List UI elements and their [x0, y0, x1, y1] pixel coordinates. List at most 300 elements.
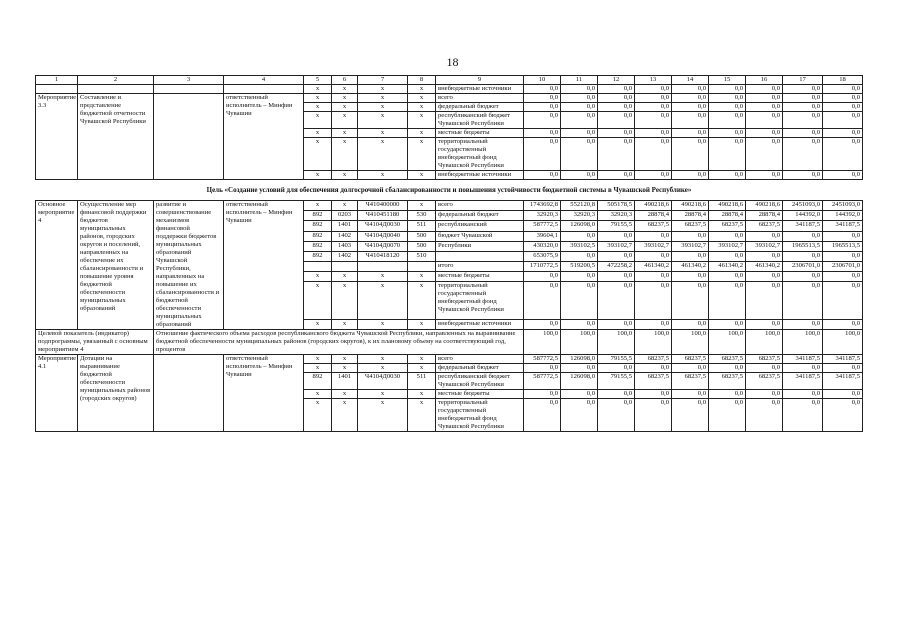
code-cell: x [358, 138, 408, 171]
value-cell: 0,0 [709, 85, 746, 94]
value-cell: 0,0 [709, 112, 746, 129]
value-cell: 0,0 [746, 390, 783, 399]
code-cell: Ч4104Д0040 [358, 231, 408, 241]
value-cell: 490218,6 [709, 201, 746, 211]
code-cell: Ч4104Д0030 [358, 221, 408, 231]
value-cell: 0,0 [823, 112, 863, 129]
code-cell: 892 [304, 251, 332, 261]
value-cell: 0,0 [598, 272, 635, 282]
source-cell [436, 251, 524, 261]
value-cell: 393102,7 [709, 241, 746, 251]
value-cell: 0,0 [635, 319, 672, 329]
code-cell: x [332, 103, 358, 112]
source-cell: Республики [436, 241, 524, 251]
value-cell: 28878,4 [746, 211, 783, 221]
value-cell: 2451093,0 [783, 201, 823, 211]
code-cell: x [304, 171, 332, 180]
value-cell: 100,0 [524, 330, 561, 355]
value-cell: 1965513,5 [783, 241, 823, 251]
goal-text: Цель «Создание условий для обеспечения долгосрочной сбалансированности и повышения устойчивости бюджетной системы в Чувашской Республике» [36, 180, 863, 201]
value-cell: 0,0 [746, 231, 783, 241]
page-number: 18 [446, 55, 459, 69]
value-cell: 0,0 [709, 94, 746, 103]
code-cell: x [358, 85, 408, 94]
column-number: 1 [36, 76, 78, 85]
value-cell: 0,0 [598, 251, 635, 261]
value-cell: 0,0 [635, 85, 672, 94]
value-cell: 0,0 [709, 251, 746, 261]
value-cell: 0,0 [746, 112, 783, 129]
code-cell: 1402 [332, 231, 358, 241]
code-cell: x [358, 390, 408, 399]
source-cell: всего [436, 94, 524, 103]
value-cell: 100,0 [823, 330, 863, 355]
column-number: 12 [598, 76, 635, 85]
code-cell: x [332, 390, 358, 399]
value-cell: 100,0 [672, 330, 709, 355]
value-cell: 0,0 [783, 231, 823, 241]
value-cell: 0,0 [635, 390, 672, 399]
value-cell: 0,0 [524, 282, 561, 319]
value-cell: 587772,5 [524, 355, 561, 364]
code-cell: 1403 [332, 241, 358, 251]
budget-table [35, 75, 863, 432]
code-cell: 1401 [332, 221, 358, 231]
table-row [36, 201, 863, 211]
value-cell: 0,0 [709, 138, 746, 171]
code-cell: x [408, 94, 436, 103]
value-cell: 0,0 [709, 390, 746, 399]
value-cell: 0,0 [598, 399, 635, 432]
value-cell: 0,0 [598, 319, 635, 329]
code-cell: x [408, 171, 436, 180]
empty-cell [154, 85, 224, 94]
value-cell: 461340,2 [709, 262, 746, 272]
code-cell: x [304, 138, 332, 171]
source-cell: федеральный бюджет [436, 103, 524, 112]
source-cell: территориальный государственный внебюджетный фонд Чувашской Республики [436, 282, 524, 319]
header-row [36, 76, 863, 85]
value-cell: 0,0 [672, 319, 709, 329]
source-cell: итого [436, 262, 524, 272]
value-cell: 0,0 [783, 129, 823, 138]
value-cell: 28878,4 [672, 211, 709, 221]
value-cell: 0,0 [672, 364, 709, 373]
value-cell: 0,0 [746, 282, 783, 319]
column-number: 15 [709, 76, 746, 85]
column-number: 18 [823, 76, 863, 85]
source-cell: местные бюджеты [436, 272, 524, 282]
value-cell: 461340,2 [635, 262, 672, 272]
value-cell: 0,0 [783, 138, 823, 171]
source-cell: местные бюджеты [436, 129, 524, 138]
code-cell: Ч4104Д0070 [358, 241, 408, 251]
value-cell: 0,0 [524, 319, 561, 329]
value-cell: 0,0 [561, 85, 598, 94]
code-cell [408, 262, 436, 272]
measure-title: Составление и представление бюджетной отчетности Чувашской Республики [78, 94, 154, 180]
value-cell: 68237,5 [635, 373, 672, 390]
value-cell: 0,0 [746, 85, 783, 94]
source-cell: всего [436, 201, 524, 211]
code-cell: 500 [408, 241, 436, 251]
code-cell: x [408, 112, 436, 129]
value-cell: 100,0 [746, 330, 783, 355]
value-cell: 0,0 [746, 103, 783, 112]
code-cell: Ч410400000 [358, 201, 408, 211]
value-cell: 0,0 [635, 282, 672, 319]
value-cell: 68237,5 [635, 221, 672, 231]
code-cell: 511 [408, 221, 436, 231]
value-cell: 490218,6 [635, 201, 672, 211]
value-cell: 100,0 [783, 330, 823, 355]
value-cell: 0,0 [598, 94, 635, 103]
code-cell: x [358, 94, 408, 103]
source-cell: территориальный государственный внебюджетный фонд Чувашской Республики [436, 399, 524, 432]
value-cell: 0,0 [524, 85, 561, 94]
value-cell: 100,0 [709, 330, 746, 355]
value-cell: 0,0 [672, 138, 709, 171]
value-cell: 0,0 [561, 399, 598, 432]
code-cell: x [408, 364, 436, 373]
value-cell: 0,0 [635, 251, 672, 261]
value-cell: 0,0 [561, 171, 598, 180]
source-cell: бюджет Чувашской [436, 231, 524, 241]
indicator-text: Отношение фактического объема расходов республиканского бюджета Чувашской Республики, направленных на выравнивание бюджетной обеспеченности муниципальных районов (городских округов), к их плановому объему на соответствующий год, процентов [154, 330, 524, 355]
code-cell: x [304, 112, 332, 129]
code-cell: x [408, 138, 436, 171]
value-cell: 28878,4 [709, 211, 746, 221]
value-cell: 0,0 [672, 112, 709, 129]
value-cell: 1965513,5 [823, 241, 863, 251]
value-cell: 0,0 [783, 103, 823, 112]
value-cell: 341187,5 [823, 221, 863, 231]
value-cell: 0,0 [709, 231, 746, 241]
measure-name: Мероприятие 4.1 [36, 355, 78, 432]
code-cell: x [332, 171, 358, 180]
source-cell: республиканский бюджет Чувашской Республики [436, 112, 524, 129]
value-cell: 0,0 [709, 364, 746, 373]
value-cell: 0,0 [598, 85, 635, 94]
source-cell: республиканский бюджет Чувашской Республики [436, 373, 524, 390]
code-cell: x [358, 272, 408, 282]
column-number: 16 [746, 76, 783, 85]
value-cell: 32920,3 [561, 211, 598, 221]
value-cell: 0,0 [823, 94, 863, 103]
value-cell: 0,0 [672, 129, 709, 138]
value-cell: 0,0 [635, 272, 672, 282]
value-cell: 341187,5 [783, 355, 823, 364]
value-cell: 2306701,0 [823, 262, 863, 272]
measure-result [154, 94, 224, 180]
code-cell: x [408, 201, 436, 211]
value-cell: 0,0 [746, 171, 783, 180]
code-cell: 892 [304, 241, 332, 251]
code-cell: x [304, 201, 332, 211]
value-cell: 0,0 [823, 251, 863, 261]
value-cell: 0,0 [524, 171, 561, 180]
value-cell: 2306701,0 [783, 262, 823, 272]
measure-executor: ответственный исполнитель – Минфин Чувашии [224, 355, 304, 432]
value-cell: 79155,5 [598, 373, 635, 390]
code-cell: Ч410418120 [358, 251, 408, 261]
value-cell: 341187,5 [783, 221, 823, 231]
source-cell: федеральный бюджет [436, 211, 524, 221]
code-cell: x [408, 390, 436, 399]
code-cell: x [408, 399, 436, 432]
value-cell: 0,0 [524, 112, 561, 129]
code-cell: x [332, 94, 358, 103]
value-cell: 393102,7 [635, 241, 672, 251]
code-cell: x [408, 272, 436, 282]
column-number: 9 [436, 76, 524, 85]
value-cell: 0,0 [823, 390, 863, 399]
column-number: 14 [672, 76, 709, 85]
code-cell: 0203 [332, 211, 358, 221]
value-cell: 1710772,5 [524, 262, 561, 272]
value-cell: 0,0 [783, 251, 823, 261]
code-cell: x [358, 355, 408, 364]
measure-executor: ответственный исполнитель – Минфин Чувашии [224, 201, 304, 330]
code-cell: x [408, 129, 436, 138]
value-cell: 0,0 [746, 364, 783, 373]
value-cell: 79155,5 [598, 221, 635, 231]
value-cell: 490218,6 [746, 201, 783, 211]
value-cell: 0,0 [598, 171, 635, 180]
code-cell: x [358, 319, 408, 329]
goal-row [36, 180, 863, 201]
value-cell: 126098,0 [561, 373, 598, 390]
value-cell: 0,0 [598, 364, 635, 373]
value-cell: 0,0 [561, 231, 598, 241]
code-cell: x [304, 390, 332, 399]
value-cell: 0,0 [823, 272, 863, 282]
column-number: 2 [78, 76, 154, 85]
code-cell: x [332, 319, 358, 329]
value-cell: 68237,5 [709, 355, 746, 364]
value-cell: 0,0 [635, 364, 672, 373]
code-cell: x [358, 103, 408, 112]
value-cell: 430320,0 [524, 241, 561, 251]
code-cell: x [408, 319, 436, 329]
value-cell: 0,0 [823, 129, 863, 138]
value-cell: 39604,1 [524, 231, 561, 241]
source-cell: внебюджетные источники [436, 85, 524, 94]
code-cell: x [304, 94, 332, 103]
measure-executor: ответственный исполнитель – Минфин Чувашии [224, 94, 304, 180]
value-cell: 0,0 [746, 399, 783, 432]
code-cell: x [304, 282, 332, 319]
value-cell: 0,0 [561, 112, 598, 129]
value-cell: 587772,5 [524, 373, 561, 390]
value-cell: 0,0 [709, 399, 746, 432]
value-cell: 0,0 [823, 399, 863, 432]
value-cell: 0,0 [783, 399, 823, 432]
value-cell: 0,0 [672, 399, 709, 432]
value-cell: 472258,2 [598, 262, 635, 272]
value-cell: 0,0 [672, 171, 709, 180]
code-cell: Ч410451180 [358, 211, 408, 221]
value-cell: 0,0 [672, 94, 709, 103]
code-cell: x [358, 171, 408, 180]
value-cell: 28878,4 [635, 211, 672, 221]
value-cell: 393102,7 [746, 241, 783, 251]
value-cell: 0,0 [823, 364, 863, 373]
code-cell: 511 [408, 373, 436, 390]
value-cell: 126098,0 [561, 221, 598, 231]
value-cell: 0,0 [783, 282, 823, 319]
value-cell: 68237,5 [672, 373, 709, 390]
code-cell: x [332, 282, 358, 319]
value-cell: 519200,5 [561, 262, 598, 272]
value-cell: 0,0 [524, 390, 561, 399]
measure-title: Дотации на выравнивание бюджетной обеспеченности муниципальных районов (городских округов) [78, 355, 154, 432]
value-cell: 0,0 [672, 231, 709, 241]
value-cell: 68237,5 [672, 355, 709, 364]
value-cell: 505178,5 [598, 201, 635, 211]
value-cell: 0,0 [823, 103, 863, 112]
value-cell: 79155,5 [598, 355, 635, 364]
value-cell: 68237,5 [746, 373, 783, 390]
code-cell: x [332, 129, 358, 138]
value-cell: 32920,3 [598, 211, 635, 221]
code-cell: x [332, 364, 358, 373]
code-cell: x [304, 319, 332, 329]
code-cell: x [332, 112, 358, 129]
value-cell: 0,0 [709, 129, 746, 138]
value-cell: 393102,7 [598, 241, 635, 251]
code-cell: 1402 [332, 251, 358, 261]
value-cell: 0,0 [823, 282, 863, 319]
value-cell: 0,0 [598, 390, 635, 399]
value-cell: 0,0 [672, 251, 709, 261]
value-cell: 0,0 [598, 112, 635, 129]
code-cell: x [358, 129, 408, 138]
column-number: 4 [224, 76, 304, 85]
column-number: 17 [783, 76, 823, 85]
code-cell: 1401 [332, 373, 358, 390]
value-cell: 461340,2 [746, 262, 783, 272]
code-cell: x [408, 282, 436, 319]
code-cell: x [304, 129, 332, 138]
code-cell: x [332, 201, 358, 211]
code-cell: x [408, 355, 436, 364]
value-cell: 0,0 [746, 129, 783, 138]
code-cell: 892 [304, 221, 332, 231]
value-cell: 587772,5 [524, 221, 561, 231]
code-cell: x [304, 272, 332, 282]
code-cell: x [358, 399, 408, 432]
empty-cell [78, 85, 154, 94]
table-row [36, 94, 863, 103]
value-cell: 100,0 [598, 330, 635, 355]
value-cell: 0,0 [524, 399, 561, 432]
value-cell: 0,0 [672, 103, 709, 112]
value-cell: 0,0 [746, 272, 783, 282]
column-number: 6 [332, 76, 358, 85]
value-cell: 0,0 [783, 171, 823, 180]
source-cell: всего [436, 355, 524, 364]
value-cell: 2451093,0 [823, 201, 863, 211]
column-number: 3 [154, 76, 224, 85]
code-cell: 500 [408, 231, 436, 241]
value-cell: 653075,9 [524, 251, 561, 261]
code-cell: x [304, 103, 332, 112]
code-cell: x [332, 272, 358, 282]
code-cell: x [358, 364, 408, 373]
value-cell: 0,0 [783, 319, 823, 329]
measure-result: развитие и совершенствование механизмов финансовой поддержки бюджетов муниципальных образований Чувашской Республики, направленных на повышение их сбалансированности и бюджетной обеспеченности муниципальных образований [154, 201, 224, 330]
value-cell: 341187,5 [783, 373, 823, 390]
source-cell: внебюджетные источники [436, 319, 524, 329]
value-cell: 0,0 [561, 138, 598, 171]
value-cell: 144392,0 [783, 211, 823, 221]
column-number: 8 [408, 76, 436, 85]
value-cell: 0,0 [561, 272, 598, 282]
code-cell: x [332, 355, 358, 364]
value-cell: 0,0 [635, 138, 672, 171]
value-cell: 0,0 [524, 364, 561, 373]
value-cell: 0,0 [561, 129, 598, 138]
value-cell: 0,0 [561, 319, 598, 329]
column-number: 7 [358, 76, 408, 85]
value-cell: 0,0 [672, 272, 709, 282]
value-cell: 68237,5 [746, 355, 783, 364]
column-number: 5 [304, 76, 332, 85]
value-cell: 0,0 [561, 390, 598, 399]
value-cell: 32920,3 [524, 211, 561, 221]
value-cell: 0,0 [635, 231, 672, 241]
value-cell: 0,0 [783, 390, 823, 399]
value-cell: 0,0 [561, 364, 598, 373]
value-cell: 68237,5 [709, 373, 746, 390]
code-cell [332, 262, 358, 272]
value-cell: 0,0 [709, 103, 746, 112]
value-cell: 0,0 [783, 85, 823, 94]
value-cell: 0,0 [823, 171, 863, 180]
value-cell: 0,0 [783, 364, 823, 373]
measure-name: Основное мероприятие 4 [36, 201, 78, 330]
code-cell: x [304, 355, 332, 364]
value-cell: 0,0 [783, 112, 823, 129]
empty-cell [224, 85, 304, 94]
table-row [36, 355, 863, 364]
code-cell: x [304, 364, 332, 373]
measure-result [154, 355, 224, 432]
empty-cell [36, 85, 78, 94]
value-cell: 0,0 [635, 129, 672, 138]
value-cell: 0,0 [598, 282, 635, 319]
source-cell: местные бюджеты [436, 390, 524, 399]
value-cell: 0,0 [746, 94, 783, 103]
value-cell: 552120,8 [561, 201, 598, 211]
source-cell: территориальный государственный внебюджетный фонд Чувашской Республики [436, 138, 524, 171]
code-cell: x [358, 282, 408, 319]
code-cell: Ч4104Д0030 [358, 373, 408, 390]
value-cell: 68237,5 [709, 221, 746, 231]
code-cell: x [332, 138, 358, 171]
value-cell: 68237,5 [635, 355, 672, 364]
value-cell: 0,0 [524, 103, 561, 112]
value-cell: 0,0 [598, 129, 635, 138]
column-number: 10 [524, 76, 561, 85]
value-cell: 0,0 [709, 319, 746, 329]
value-cell: 0,0 [783, 272, 823, 282]
indicator-label: Целевой показатель (индикатор) подпрограммы, увязанный с основным мероприятием 4 [36, 330, 154, 355]
value-cell: 100,0 [635, 330, 672, 355]
indicator-row [36, 330, 863, 355]
code-cell: x [332, 85, 358, 94]
